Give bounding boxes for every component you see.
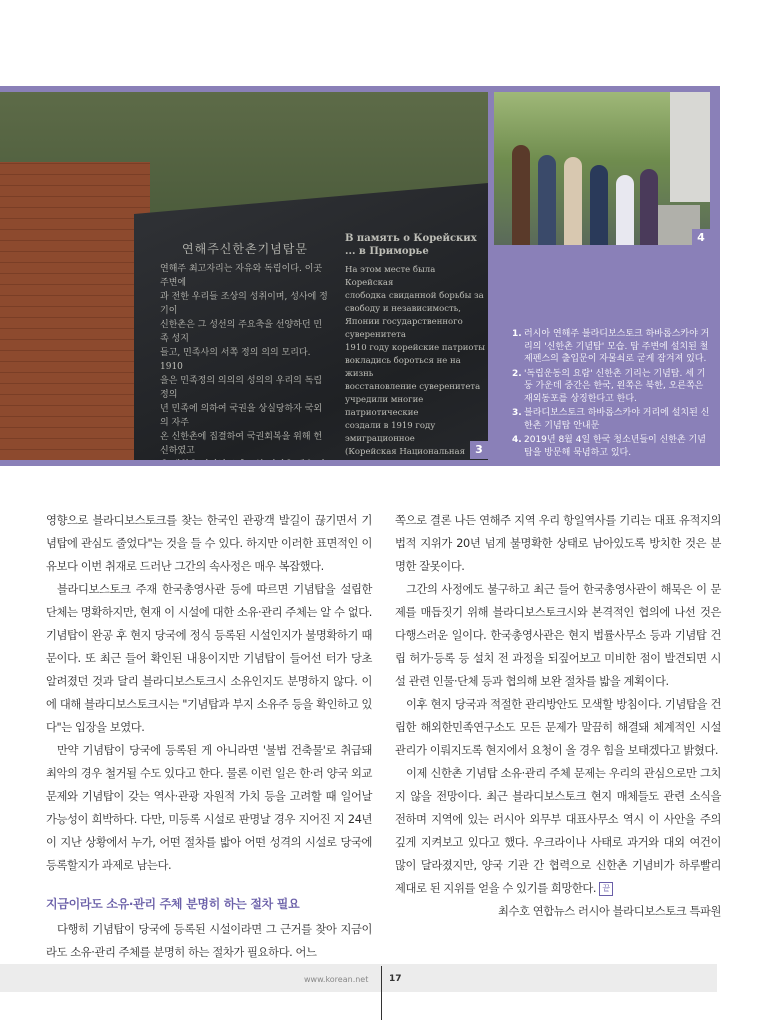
article-byline: 최수호 연합뉴스 러시아 블라디보스토크 특파원	[497, 905, 721, 918]
person	[512, 145, 530, 245]
caption-text: 블라디보스토크 하바롭스카야 거리에 설치된 신한촌 기념탑 안내문	[524, 408, 710, 431]
monument-korean-line: 과 전한 우리들 조상의 성취이며, 성사에 정기이	[160, 292, 328, 316]
caption-number: 2.	[512, 368, 522, 379]
monument-russian-line: 1910 году корейские патриоты	[345, 343, 485, 353]
caption-text: 러시아 연해주 블라디보스토크 하바롭스카야 거리의 '신한촌 기념탑' 모습. 탑 주변에 설치된 철제펜스의 출입문이 자물쇠로 굳게 잠겨져 있다.	[524, 329, 710, 364]
monument-korean-line: 신한촌은 그 성선의 주요축을 선양하던 민족 성지	[160, 320, 323, 344]
monument-pillar	[670, 92, 710, 202]
monument-russian-line: (Корейская Национальная	[345, 447, 465, 457]
person	[590, 165, 608, 245]
caption-item	[512, 368, 712, 406]
monument-russian-inscription	[345, 232, 485, 460]
monument-russian-line: учредили многие патриотические	[345, 395, 424, 418]
monument-russian-title: В память о Корейских ... в Приморье	[345, 233, 477, 257]
article-paragraph: 만약 기념탑이 당국에 등록된 게 아니라면 '불법 건축물'로 취급돼 최악의 경우 철거될 수도 있다고 한다. 물론 이런 일은 한·러 양국 외교 문제와 기념탑이 갖는 역사·관광 자원적 가치 등을 고려할 때 일어날 가능성이 희박하다. 다만, 미등록 시설로 판명날 경우 지어진 지 24년이 지난 상황에서 누가, 어떤 절차를 밟아 어떤 성격의 시설로 당국에 등록할지가 과제로 남는다.	[46, 744, 372, 872]
person	[640, 169, 658, 245]
monument-korean-line: 온 신한촌에 집결하여 국권회복을 위해 헌신하였고	[160, 432, 323, 456]
article-paragraph: 쪽으로 결론 나든 연해주 지역 우리 항일역사를 기리는 대표 유적지의 법적 지위가 20년 넘게 불명확한 상태로 남아있도록 방치한 것은 분명한 잘못이다.	[395, 514, 721, 573]
person	[538, 155, 556, 245]
section-subheading: 지금이라도 소유·관리 주체 분명히 하는 절차 필요	[46, 897, 300, 911]
footer-url: www.korean.net	[304, 975, 369, 984]
monument-korean-line: 연해주 최고자리는 자유와 독립이다. 이곳 주변에	[160, 264, 323, 288]
monument-russian-line: слободка свиданной борьбы за	[345, 291, 484, 301]
end-mark-icon: 끝	[599, 882, 613, 896]
caption-number: 1.	[512, 329, 522, 339]
monument-korean-inscription	[160, 242, 330, 460]
monument-korean-line: 년 민족에 의하여 국권을 상실당하자 국외의 자주	[160, 404, 323, 428]
article-paragraph: 이제 신한촌 기념탑 소유·관리 주체 문제는 우리의 관심으로만 그치지 않을 전망이다. 최근 블라디보스토크 현지 매체들도 관련 소식을 전하며 지역에 있는 러시아 외무부 대표사무소 역시 이 사안을 주의 깊게 지켜보고 있다고 했다. 우크라이나 사태로 과거와 대외 여건이 많이 달라졌지만, 양국 기관 간 협력으로 신한촌 기념비가 하루빨리 제대로 된 지위를 얻을 수 있기를 희망한다. 끝	[395, 767, 721, 895]
article-right-column	[395, 509, 721, 923]
article-paragraph: 영향으로 블라디보스토크를 찾는 한국인 관광객 발길이 끊기면서 기념탑에 관심도 줄었다"는 것을 들 수 있다. 하지만 이러한 표면적인 이유보다 이번 취재로 드러난 그간의 속사정은 매우 복잡했다.	[46, 514, 372, 573]
monument-korean-line: 을은 민족정의 의의의 성의의 우리의 독립정의	[160, 376, 323, 400]
photo-badge-3: 3	[470, 441, 488, 459]
monument-russian-line: На этом месте была Корейская	[345, 265, 436, 288]
person	[616, 175, 634, 245]
caption-item	[512, 407, 712, 432]
caption-number: 3.	[512, 408, 522, 418]
photo-badge-4: 4	[692, 229, 710, 247]
brick-wall	[0, 162, 150, 460]
footer-divider	[381, 966, 382, 1020]
article-paragraph: 이후 현지 당국과 적절한 관리방안도 모색할 방침이다. 기념탑을 건립한 해외한민족연구소도 모든 문제가 말끔히 해결돼 체계적인 시설 관리가 이뤄지도록 현지에서 요청이 올 경우 힘을 보태겠다고 밝혔다.	[395, 698, 721, 757]
caption-item	[512, 434, 712, 459]
caption-text: '독립운동의 요람' 신한촌 기리는 기념탑. 세 기둥 가운데 중간은 한국, 왼쪽은 북한, 오른쪽은 재외동포를 상징한다고 한다.	[524, 368, 706, 404]
monument-russian-line: свободу и независимость,	[345, 304, 461, 314]
monument-korean-line	[160, 458, 330, 460]
caption-number: 4.	[512, 435, 522, 445]
monument-korean-line: 들고, 민족사의 서쪽 정의 의의 모리다. 1910	[160, 348, 311, 372]
monument-russian-line: вокладись бороться не на жизнь	[345, 356, 461, 379]
caption-text: 2019년 8월 4일 한국 청소년들이 신한촌 기념탑을 방문해 묵념하고 있다.	[524, 435, 706, 458]
article-paragraph: 블라디보스토크 주재 한국총영사관 등에 따르면 기념탑을 설립한 단체는 명확하지만, 현재 이 시설에 대한 소유·관리 주체는 알 수 없다. 기념탑이 완공 후 현지 당국에 정식 등록된 시설인지가 불명확하기 때문이다. 또 최근 들어 확인된 내용이지만 기념탑이 들어선 터가 당초 알려졌던 것과 달리 블라디보스토크시 소유인지도 분명하지 않다. 이에 대해 블라디보스토크시는 "기념탑과 부지 소유주 등을 확인하고 있다"는 입장을 보였다.	[46, 583, 372, 734]
monument-photo	[0, 92, 488, 460]
article-paragraph: 다행히 기념탑이 당국에 등록된 시설이라면 그 근거를 찾아 지금이라도 소유·관리 주체를 분명히 하는 절차가 필요하다. 어느	[46, 923, 372, 959]
monument-korean-title: 연해주신한촌기념탑문	[182, 242, 308, 256]
person	[564, 157, 582, 245]
article-left-column	[46, 509, 372, 964]
monument-russian-line: создали в 1919 году эмиграционное	[345, 421, 436, 444]
caption-item	[512, 328, 712, 366]
monument-russian-line: восстановление суверенитета	[345, 382, 481, 392]
article-paragraph: 그간의 사정에도 불구하고 최근 들어 한국총영사관이 해묵은 이 문제를 매듭짓기 위해 블라디보스토크시와 본격적인 협의에 나선 것은 다행스러운 일이다. 한국총영사관은 현지 법률사무소 등과 기념탑 건립 허가·등록 등 설치 전 과정을 되짚어보고 미비한 점이 발견되면 시설 관련 인물·단체 등과 협의해 보완 절차를 밟을 계획이다.	[395, 583, 721, 688]
monument-russian-line: Японии государственного суверенитета	[345, 317, 463, 340]
page-number: 17	[389, 974, 402, 984]
students-photo	[494, 92, 710, 245]
photo-captions	[512, 328, 712, 461]
